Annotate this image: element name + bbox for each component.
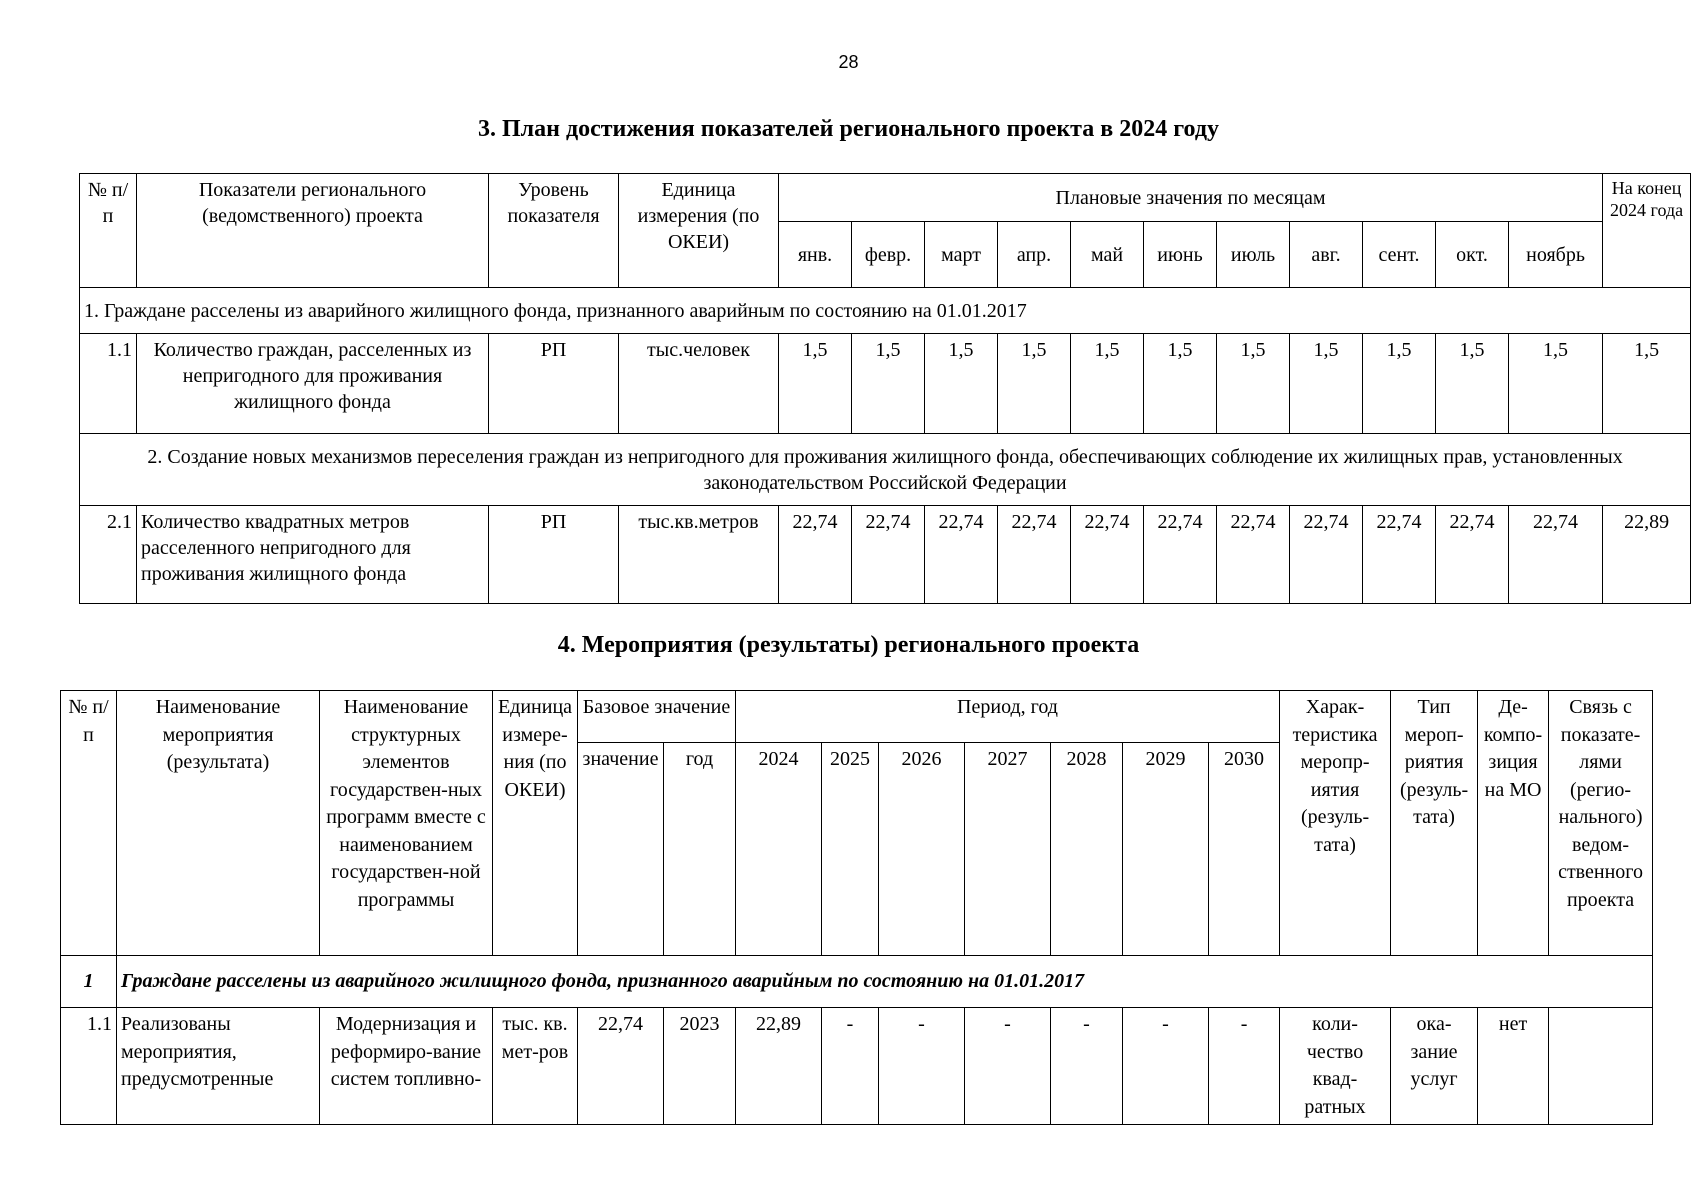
- header-month: май: [1071, 222, 1144, 288]
- m-row-1-year-value: -: [965, 1008, 1051, 1125]
- m-row-1-year-value: -: [879, 1008, 965, 1125]
- header-month: ноябрь: [1509, 222, 1603, 288]
- header-unit: Единица измерения (по ОКЕИ): [619, 174, 779, 288]
- section-3-title: 3. План достижения показателей регионального проекта в 2024 году: [478, 116, 1219, 142]
- header-num: № п/п: [80, 174, 137, 288]
- header-level: Уровень показателя: [489, 174, 619, 288]
- m-row-1-base-year: 2023: [664, 1008, 736, 1125]
- m-row-1-year-value: -: [1209, 1008, 1280, 1125]
- m-header-base: Базовое значение: [578, 691, 736, 743]
- row-2-value: 22,74: [998, 506, 1071, 604]
- m-header-year: 2024: [736, 743, 822, 956]
- m-header-year: 2028: [1051, 743, 1123, 956]
- measures-table: [60, 690, 1653, 1125]
- m-row-1-year-value: -: [1123, 1008, 1209, 1125]
- row-1-value: 1,5: [1217, 334, 1290, 434]
- indicators-plan-table: [79, 173, 1691, 604]
- row-1-value: 1,5: [779, 334, 852, 434]
- row-2-value: 22,74: [925, 506, 998, 604]
- m-group-1-text: Граждане расселены из аварийного жилищного фонда, признанного аварийным по состоянию на 01.01.2017: [117, 956, 1653, 1008]
- row-2-num: 2.1: [80, 506, 137, 604]
- header-month: сент.: [1363, 222, 1436, 288]
- row-1-value: 1,5: [925, 334, 998, 434]
- m-header-link: Связь с показате-лями (регио-нального) ведом-ственного проекта: [1549, 691, 1653, 956]
- row-2-value: 22,74: [1071, 506, 1144, 604]
- m-row-1-type: ока-зание услуг: [1391, 1008, 1478, 1125]
- m-header-base-year: год: [664, 743, 736, 956]
- row-1-value: 1,5: [1436, 334, 1509, 434]
- header-monthly: Плановые значения по месяцам: [779, 174, 1603, 222]
- row-2-value: 22,74: [1509, 506, 1603, 604]
- header-end-of-year: На конец 2024 года: [1603, 174, 1691, 288]
- m-header-type: Тип мероп-риятия (резуль-тата): [1391, 691, 1478, 956]
- row-2-level: РП: [489, 506, 619, 604]
- m-header-year: 2030: [1209, 743, 1280, 956]
- m-header-year: 2026: [879, 743, 965, 956]
- m-row-1-struct: Модернизация и реформиро-вание систем топливно-: [320, 1008, 493, 1125]
- m-header-characteristic: Харак-теристика меропр-иятия (резуль-тата): [1280, 691, 1391, 956]
- row-1-value: 1,5: [998, 334, 1071, 434]
- header-month: июнь: [1144, 222, 1217, 288]
- header-month: апр.: [998, 222, 1071, 288]
- row-2-indicator: Количество квадратных метров расселенного непригодного для проживания жилищного фонда: [137, 506, 489, 604]
- m-row-1-year-value: -: [1051, 1008, 1123, 1125]
- row-2-value: 22,74: [852, 506, 925, 604]
- group-row-1: 1. Граждане расселены из аварийного жилищного фонда, признанного аварийным по состоянию на 01.01.2017: [80, 288, 1691, 334]
- m-header-period: Период, год: [736, 691, 1280, 743]
- row-2-unit: тыс.кв.метров: [619, 506, 779, 604]
- row-1-value: 1,5: [1144, 334, 1217, 434]
- row-1-indicator: Количество граждан, расселенных из непригодного для проживания жилищного фонда: [137, 334, 489, 434]
- row-2-value: 22,74: [779, 506, 852, 604]
- row-2-value: 22,74: [1290, 506, 1363, 604]
- m-row-1-decomposition: нет: [1478, 1008, 1549, 1125]
- m-row-1-link: [1549, 1008, 1653, 1125]
- row-2-value: 22,74: [1436, 506, 1509, 604]
- m-header-year: 2027: [965, 743, 1051, 956]
- page-number: 28: [838, 52, 859, 72]
- group-row-2: 2. Создание новых механизмов переселения граждан из непригодного для проживания жилищного фонда, обеспечивающих соблюдение их жилищных прав, установленных законодательством Российской Федерации: [80, 434, 1691, 506]
- m-header-struct: Наименование структурных элементов государствен-ных программ вместе с наименованием государствен-ной программы: [320, 691, 493, 956]
- row-1-num: 1.1: [80, 334, 137, 434]
- row-1-unit: тыс.человек: [619, 334, 779, 434]
- row-1-value: 1,5: [1290, 334, 1363, 434]
- m-header-year: 2025: [822, 743, 879, 956]
- row-1-value: 1,5: [1071, 334, 1144, 434]
- row-2-value: 22,74: [1144, 506, 1217, 604]
- row-1-value: 1,5: [1509, 334, 1603, 434]
- m-row-1-characteristic: коли-чество квад-ратных: [1280, 1008, 1391, 1125]
- row-1-level: РП: [489, 334, 619, 434]
- m-row-1-num: 1.1: [61, 1008, 117, 1125]
- row-1-value: 1,5: [852, 334, 925, 434]
- m-group-1-num: 1: [61, 956, 117, 1008]
- header-month: авг.: [1290, 222, 1363, 288]
- m-header-num: № п/п: [61, 691, 117, 956]
- m-row-1-name: Реализованы мероприятия, предусмотренные: [117, 1008, 320, 1125]
- row-1-value: 1,5: [1363, 334, 1436, 434]
- m-header-unit: Единица измере-ния (по ОКЕИ): [493, 691, 578, 956]
- m-header-base-value: значение: [578, 743, 664, 956]
- row-2-end: 22,89: [1603, 506, 1691, 604]
- row-1-end: 1,5: [1603, 334, 1691, 434]
- m-header-year: 2029: [1123, 743, 1209, 956]
- m-row-1-base-value: 22,74: [578, 1008, 664, 1125]
- header-month: июль: [1217, 222, 1290, 288]
- header-month: февр.: [852, 222, 925, 288]
- m-header-name: Наименование мероприятия (результата): [117, 691, 320, 956]
- m-row-1-unit: тыс. кв. мет-ров: [493, 1008, 578, 1125]
- m-row-1-year-value: 22,89: [736, 1008, 822, 1125]
- row-2-value: 22,74: [1217, 506, 1290, 604]
- m-row-1-year-value: -: [822, 1008, 879, 1125]
- header-month: окт.: [1436, 222, 1509, 288]
- header-month: март: [925, 222, 998, 288]
- header-month: янв.: [779, 222, 852, 288]
- row-2-value: 22,74: [1363, 506, 1436, 604]
- header-indicator: Показатели регионального (ведомственного) проекта: [137, 174, 489, 288]
- m-header-decomposition: Де-компо-зиция на МО: [1478, 691, 1549, 956]
- section-4-title: 4. Мероприятия (результаты) регионального проекта: [557, 632, 1140, 658]
